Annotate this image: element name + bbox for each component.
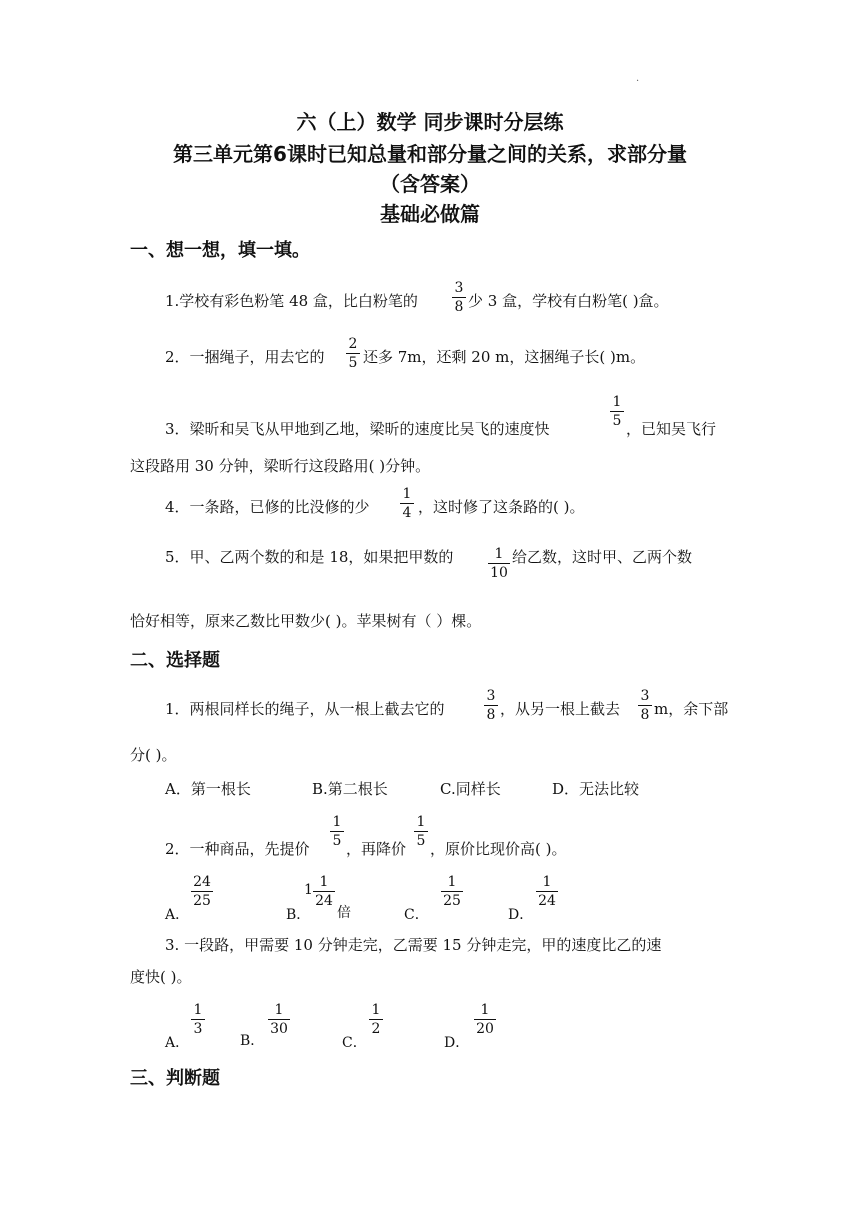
choice-q1-text-b: ，从另一根上截去 — [500, 700, 621, 718]
fill-q3-text-c: 这段路用 30 分钟，梁昕行这段路用( )分钟。 — [130, 457, 431, 475]
section-heading-fill: 一、想一想，填一填。 — [130, 240, 310, 261]
mixed-number-whole: 1 — [304, 882, 313, 898]
choice-q3-option-c-label: C． — [342, 1035, 367, 1051]
fraction-1-5-b: 1 5 — [330, 814, 344, 849]
fraction-1-30: 1 30 — [268, 1002, 290, 1037]
choice-q3-option-a-label: A． — [165, 1035, 190, 1051]
choice-q1-option-c: C.同样长 — [440, 780, 501, 798]
fraction-3-8-b: 3 8 — [484, 688, 498, 723]
choice-q1-option-d: D．无法比较 — [552, 780, 640, 798]
fill-q5-text-b: 给乙数，这时甲、乙两个数 — [512, 548, 693, 566]
choice-q3-text-b: 度快( )。 — [130, 968, 192, 986]
choice-q2-option-b-label: B． — [286, 907, 311, 923]
choice-q2-option-d-label: D． — [508, 907, 534, 923]
fraction-3-8: 3 8 — [452, 280, 466, 315]
doc-level-heading: 基础必做篇 — [380, 202, 480, 226]
choice-q2-option-b-suffix: 倍 — [337, 905, 351, 921]
choice-q1-text-d: 分( )。 — [130, 746, 177, 764]
doc-title: 六（上）数学 同步课时分层练 — [296, 110, 564, 134]
fraction-1-24-b: 1 24 — [536, 874, 558, 909]
choice-q2-text-a: 2．一种商品，先提价 — [165, 840, 310, 858]
choice-q2-option-c-label: C． — [404, 907, 429, 923]
choice-q2-text-b: ，再降价 — [346, 840, 407, 858]
fill-q5-text-c: 恰好相等，原来乙数比甲数少( )。苹果树有（ ）棵。 — [130, 612, 482, 630]
fraction-1-5-c: 1 5 — [414, 814, 428, 849]
fraction-1-10: 1 10 — [488, 546, 510, 581]
choice-q1-option-b: B.第二根长 — [312, 780, 388, 798]
section-heading-choice: 二、选择题 — [130, 650, 220, 671]
choice-q3-option-b-label: B． — [240, 1033, 265, 1049]
decor-dot: · — [636, 76, 640, 87]
fraction-1-5: 1 5 — [610, 394, 624, 429]
fraction-1-24: 1 24 — [313, 874, 335, 909]
fill-q4-text-a: 4．一条路，已修的比没修的少 — [165, 498, 370, 516]
fraction-2-5: 2 5 — [346, 336, 360, 371]
fraction-24-25: 24 25 — [191, 874, 213, 909]
fraction-3-8-c: 3 8 — [638, 688, 652, 723]
choice-q1-text-a: 1．两根同样长的绳子，从一根上截去它的 — [165, 700, 445, 718]
fraction-1-20: 1 20 — [474, 1002, 496, 1037]
doc-subtitle: 第三单元第6课时已知总量和部分量之间的关系，求部分量 — [173, 142, 687, 166]
choice-q2-option-a-label: A． — [165, 907, 190, 923]
fill-q2-text-b: 还多 7m，还剩 20 m，这捆绳子长( )m。 — [363, 348, 646, 366]
fill-q2-text-a: 2．一捆绳子，用去它的 — [165, 348, 325, 366]
choice-q1-option-a: A．第一根长 — [165, 780, 251, 798]
fraction-1-2: 1 2 — [369, 1002, 383, 1037]
fill-q3-text-b: ，已知吴飞行 — [626, 420, 717, 438]
fraction-1-4: 1 4 — [400, 486, 414, 521]
choice-q1-text-c: m，余下部 — [654, 700, 729, 718]
doc-subtitle-note: （含答案） — [380, 172, 480, 196]
fill-q4-text-b: ，这时修了这条路的( )。 — [418, 498, 585, 516]
fill-q5-text-a: 5．甲、乙两个数的和是 18，如果把甲数的 — [165, 548, 454, 566]
fill-q3-text-a: 3．梁昕和吴飞从甲地到乙地，梁昕的速度比吴飞的速度快 — [165, 420, 550, 438]
fraction-1-3: 1 3 — [191, 1002, 205, 1037]
choice-q2-text-c: ，原价比现价高( )。 — [430, 840, 567, 858]
fraction-1-25: 1 25 — [441, 874, 463, 909]
choice-q3-option-d-label: D． — [444, 1035, 470, 1051]
choice-q3-text-a: 3. 一段路，甲需要 10 分钟走完，乙需要 15 分钟走完，甲的速度比乙的速 — [165, 936, 662, 954]
fill-q1-text-b: 少 3 盒，学校有白粉笔( )盒。 — [468, 292, 669, 310]
section-heading-judge: 三、判断题 — [130, 1068, 220, 1089]
fill-q1-text-a: 1.学校有彩色粉笔 48 盒，比白粉笔的 — [165, 292, 418, 310]
